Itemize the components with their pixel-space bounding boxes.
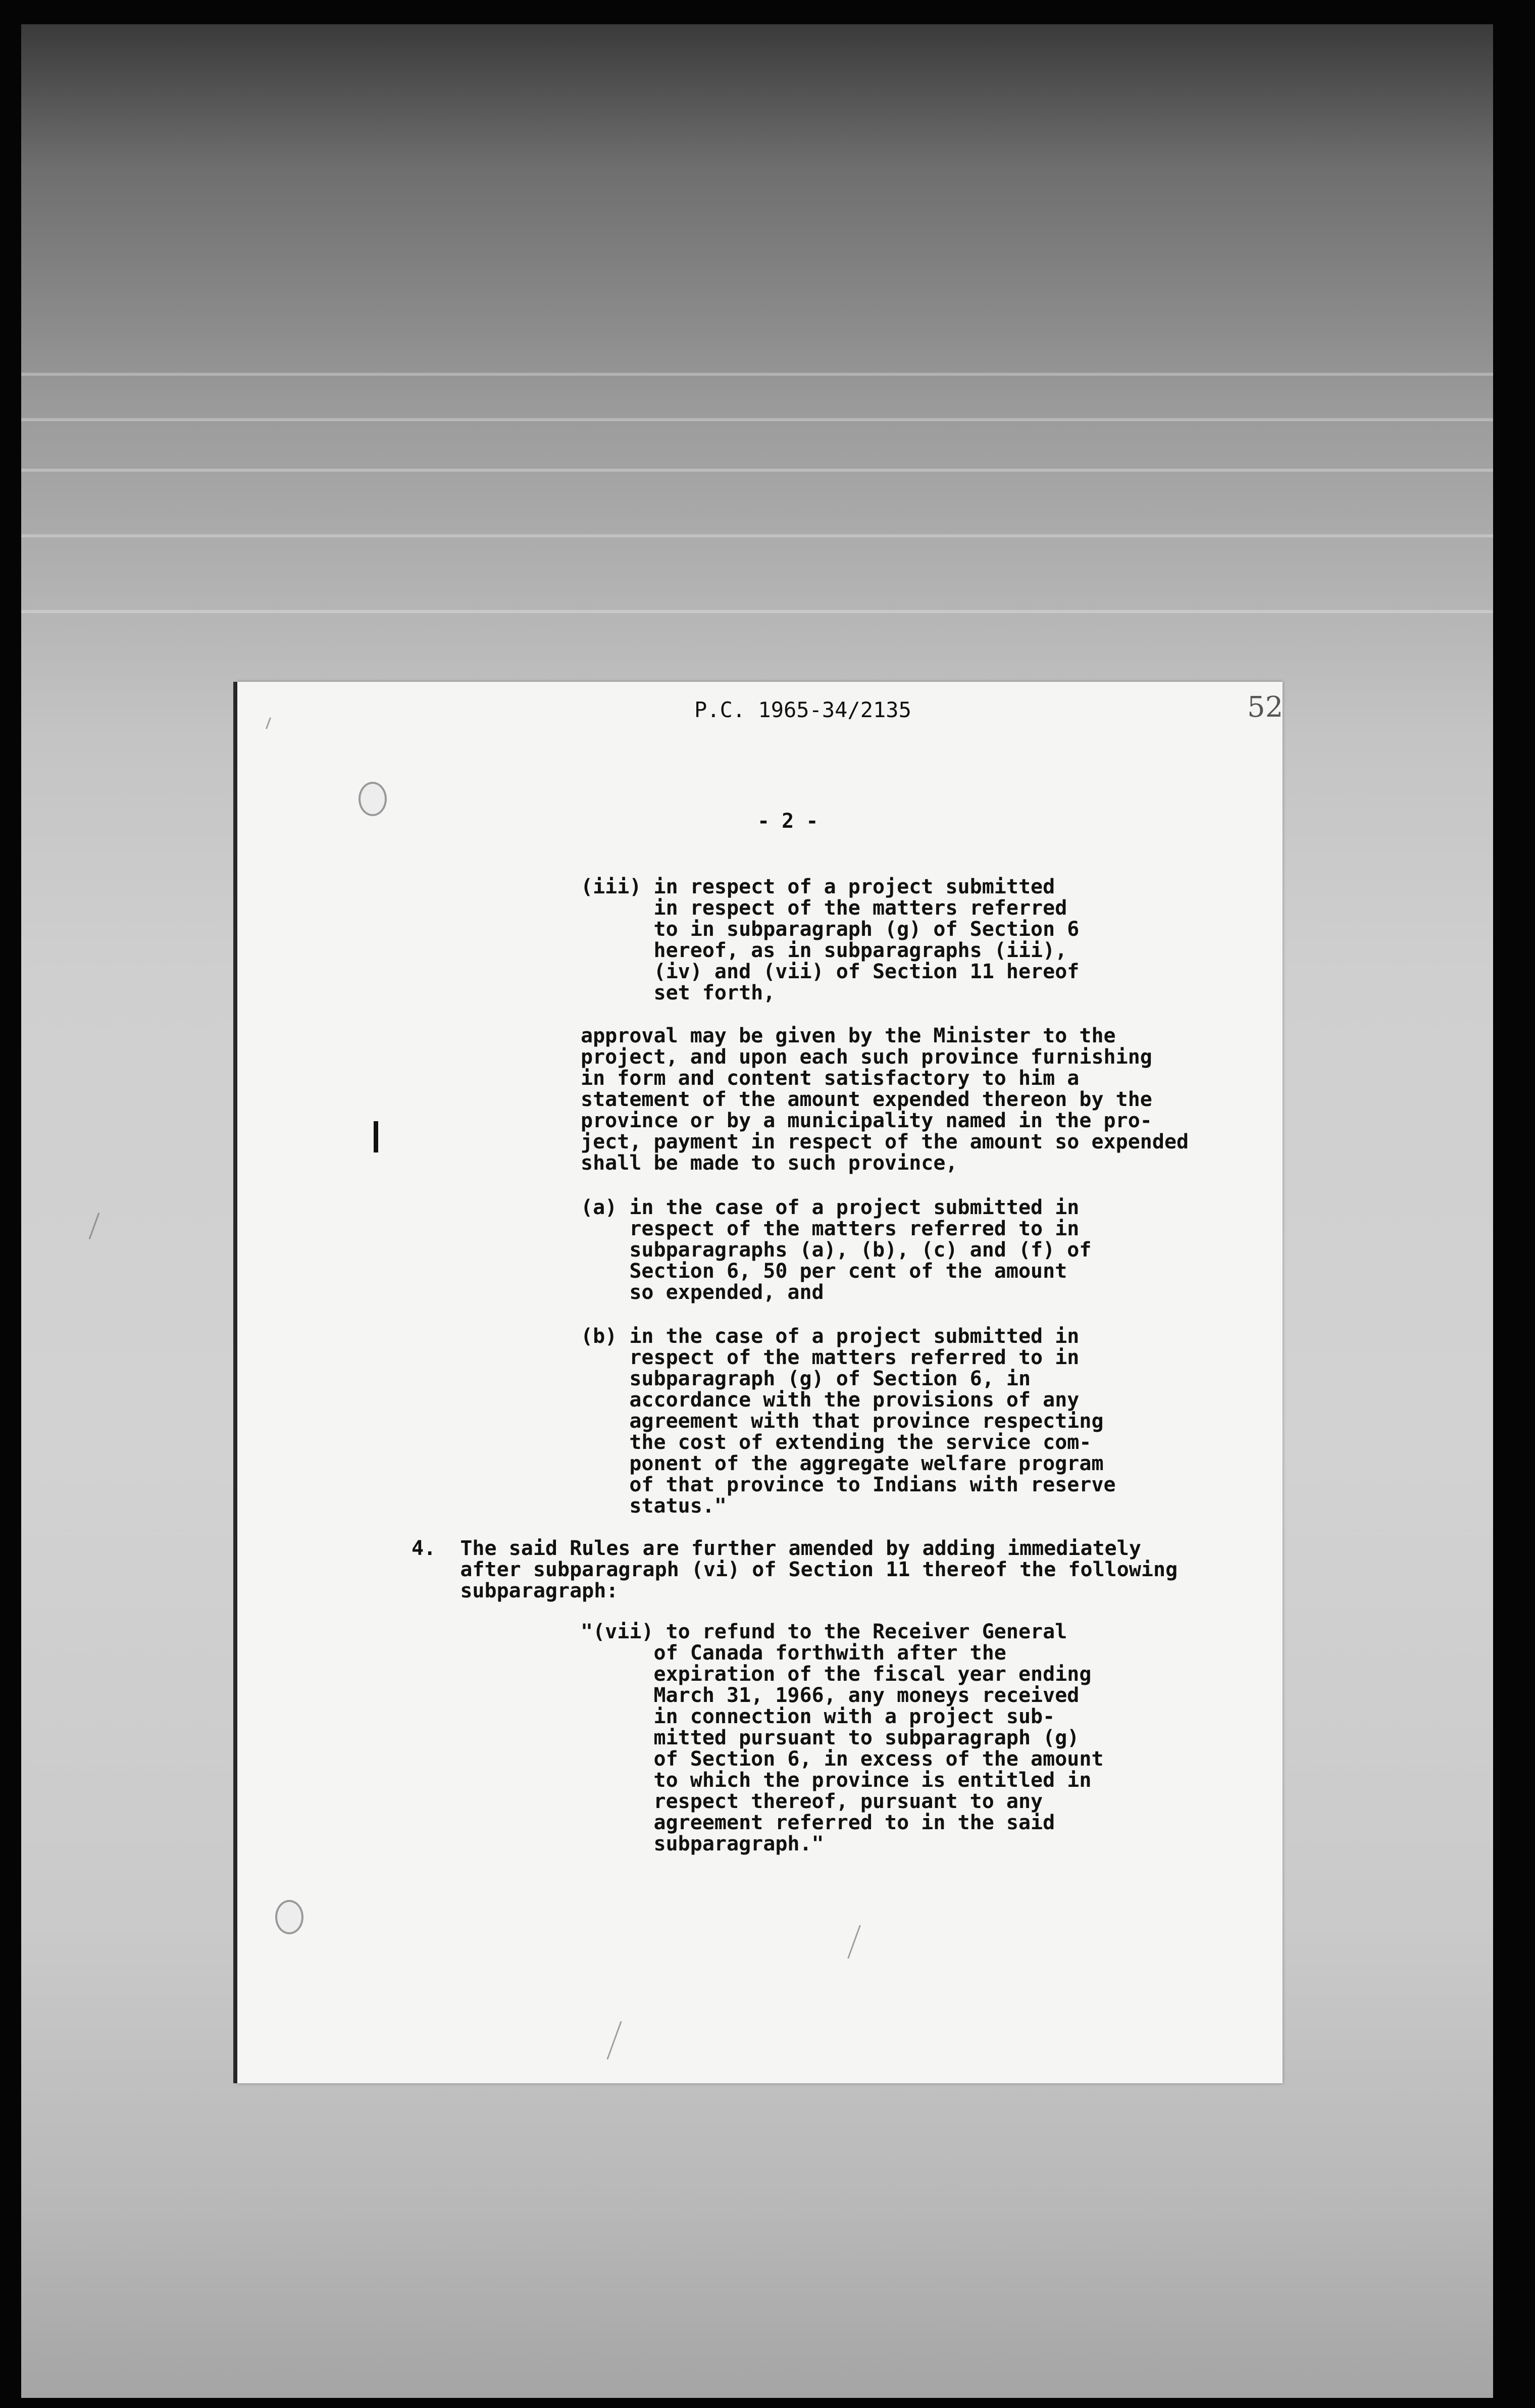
scan-band [21, 373, 1493, 376]
approval-paragraph: approval may be given by the Minister to the project, and upon each such province furnishing in form and content satisfactory to him a statement of the amount expended thereon by the province or by a municipality named in the pro- ject, payment in respect of the amount so expended shall be made to such province, [581, 1024, 1189, 1175]
scan-band [21, 418, 1493, 421]
scan-band [21, 610, 1493, 613]
folio-number: 52 [1247, 691, 1284, 724]
punch-hole [359, 782, 387, 816]
punch-hole [275, 1900, 303, 1934]
ink-mark [374, 1121, 378, 1152]
paragraph-4: 4. The said Rules are further amended by adding immediately after subparagraph (vi) of Section 11 thereof the following subparagraph: [412, 1537, 1178, 1602]
clause-vii: "(vii) to refund to the Receiver General of Canada forthwith after the expiration of the fiscal year ending March 31, 1966, any moneys received in connection with a project sub- mitted pursuant to subparagraph (g) of Section 6, in excess of the amount to which the province is entitled in respect thereof, pursuant to any agreement referred to in the said subparagraph." [581, 1620, 1104, 1855]
clause-iii: (iii) in respect of a project submitted in respect of the matters referred to in subparagraph (g) of Section 6 hereof, as in subparagraphs (iii), (iv) and (vii) of Section 11 hereof set forth, [581, 875, 1080, 1005]
page-number: - 2 - [757, 810, 818, 833]
clause-b: (b) in the case of a project submitted in respect of the matters referred to in subparagraph (g) of Section 6, in accordance with the provisions of any agreement with that province respecting the cost of extending the service com- ponent of the aggregate welfare program of that province to Indians with reserve status." [581, 1325, 1116, 1518]
clause-a: (a) in the case of a project submitted in respect of the matters referred to in subparagraphs (a), (b), (c) and (f) of Section 6, 50 per cent of the amount so expended, and [581, 1196, 1092, 1304]
document-reference-header: P.C. 1965-34/2135 [694, 697, 911, 722]
scan-band [21, 469, 1493, 472]
page-edge [233, 682, 237, 2083]
scan-band [21, 534, 1493, 537]
